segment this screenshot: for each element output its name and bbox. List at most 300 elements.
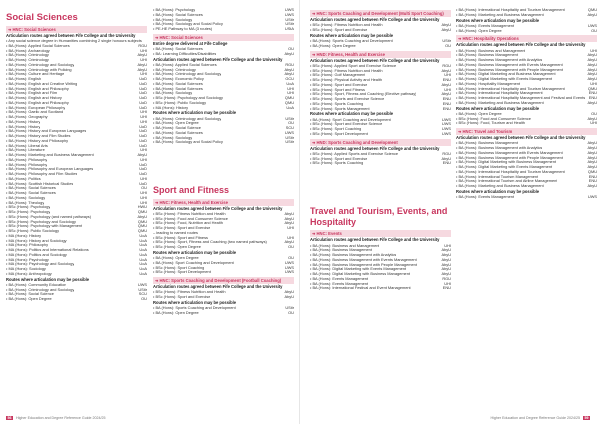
institution-code: AbyU — [587, 165, 597, 170]
institution-code: AbyU — [587, 150, 597, 155]
course-name: • BSc (Hons): Sport, Fitness and Coaching (two named pathways) — [153, 240, 267, 245]
institution-code: UoD — [139, 167, 147, 172]
course-name: • BA (Hons): Sociology and Social Policy — [153, 140, 223, 145]
course-name: • BA (Hons): International Hospitality Management — [456, 91, 543, 96]
institution-code: UoD — [139, 143, 147, 148]
institution-code: UStir — [138, 287, 147, 292]
qualification-header-label: HNC: Social Sciences — [159, 34, 203, 40]
institution-code: UHI — [140, 119, 147, 124]
course-name: • BA (Hons): Archaeology — [6, 48, 50, 53]
subheading: Articulation routes agreed between Fife College and the University — [153, 56, 283, 62]
course-name: • BA (Hons): Open Degree — [153, 310, 199, 315]
course-name: • BA (Hons): Social Science — [6, 292, 54, 297]
course-name: • BA (Hons): Social Sciences — [153, 12, 203, 17]
institution-code: UWS — [284, 265, 294, 270]
institution-code: ENU — [588, 174, 597, 179]
institution-code: AbyU — [137, 153, 147, 158]
course-name: • BA (Hons): Philosophy and European Languages — [6, 167, 94, 172]
right-column-1 — [310, 8, 451, 410]
institution-code: ENU — [442, 161, 451, 166]
subheading: Articulation routes agreed between Fife College and the University — [310, 17, 440, 22]
course-name: • BA (Hons): Social Sciences — [153, 130, 203, 135]
course-name: • BSc (Hons): Food, Nutrition and Health — [153, 221, 223, 226]
institution-code: AbyU — [587, 146, 597, 151]
course-name: • BA (Hons): Business and Management — [310, 243, 380, 248]
course-name: • BA (Hons): Open Degree — [153, 256, 199, 261]
institution-code: AbyU — [441, 272, 451, 277]
qualification-header — [456, 128, 597, 135]
course-name: • BSc (Hons): Sports Coaching — [310, 161, 364, 166]
course-row — [6, 272, 147, 277]
institution-code: UWS — [587, 195, 597, 200]
course-name: • BA (Hons): Criminology — [6, 58, 49, 63]
course-name: • BA (Hons): Politics — [6, 176, 41, 181]
course-name: • BSc (Hons): Sports Coaching — [310, 101, 364, 106]
course-name: • BA (Hons): Social Sciences — [153, 47, 203, 52]
institution-code: AbyU — [441, 92, 451, 97]
institution-code: AbyU — [441, 156, 451, 161]
institution-code: AbyU — [137, 67, 147, 72]
course-name: • BA (Hons): Events Management — [456, 195, 515, 200]
institution-code: AbyU — [587, 116, 597, 121]
left-column-2 — [153, 8, 294, 410]
course-name: • BA (Hons): Marketing and Business Management — [456, 100, 544, 105]
qualification-header-label: HNC: Travel and Tourism — [462, 129, 513, 135]
institution-code: UoA — [139, 233, 147, 238]
institution-code: AbyU — [587, 100, 597, 105]
course-name: • BSc (Hons): Sport and Exercise Science — [310, 122, 383, 127]
course-name: • BSc (Hons): Sport, Fitness and Coaching (Elective pathway) — [310, 92, 417, 97]
course-name: • BA (Hons): Sport Coaching and Development — [153, 260, 234, 265]
institution-code: AbyU — [441, 23, 451, 28]
course-name: • BA (Hons): Sociology — [6, 195, 46, 200]
qualification-header-label: HND: Sports Coaching and Development — [316, 139, 398, 145]
course-name: • BA (Hons): Business Management — [310, 248, 372, 253]
institution-code: OU — [288, 310, 294, 315]
institution-code: AbyU — [137, 214, 147, 219]
institution-code: AbyU — [587, 53, 597, 58]
course-name: • BA (Hons): Digital Marketing and Business Management — [456, 72, 556, 77]
institution-code: AbyU — [441, 82, 451, 87]
course-name: • MA (Hons): History — [6, 233, 42, 238]
institution-code: UoA — [286, 81, 294, 86]
institution-code: AbyU — [284, 240, 294, 245]
institution-code: AbyU — [137, 53, 147, 58]
course-row — [456, 195, 597, 200]
course-name: • BA (Hons): English — [6, 77, 42, 82]
course-name: • BSc (Hons): Sport and Fitness — [153, 235, 208, 240]
institution-code: SCU — [138, 292, 147, 297]
section-title: Social Sciences — [6, 12, 78, 23]
course-row — [153, 270, 294, 275]
institution-code: UWS — [284, 270, 294, 275]
subheading: Routes where articulation may be possible — [456, 17, 540, 23]
institution-code: AbyU — [284, 67, 294, 72]
course-name: • BA (Hons): Criminology and Sociology — [153, 116, 222, 121]
institution-code: UoD — [139, 124, 147, 129]
institution-code: UWS — [441, 117, 451, 122]
course-name: • BA (Hons): History and Film Studies — [6, 134, 71, 139]
course-row — [310, 132, 451, 137]
right-page — [300, 0, 600, 424]
qualification-header — [153, 199, 294, 206]
course-name: • BA (Hons): Events Management — [456, 23, 515, 28]
course-name: • BA (Hons): Open Degree — [456, 28, 502, 33]
course-name: • BSc (Hons): Applied Sport and Exercise Science — [310, 63, 397, 68]
qualification-header-label: HNC: Fitness, Health and Exercise — [159, 199, 228, 205]
institution-code: UWS — [284, 130, 294, 135]
course-name: • MA (Hons): Philosophy — [6, 243, 49, 248]
course-name: • BA (Hons): English and History — [6, 96, 62, 101]
course-name: • BA (Hons): Business Management with Analytics — [456, 58, 543, 63]
course-name: • BA (Hons): Applied Social Sciences — [6, 43, 70, 48]
qualification-header — [456, 35, 597, 42]
course-name: • BSc (Hons): Physical Activity and Health — [310, 78, 383, 83]
course-name: • BA (Hons): Criminology and Sociology — [6, 287, 75, 292]
institution-code: OU — [288, 47, 294, 52]
course-name: • BA (Hons): Open Degree — [153, 121, 199, 126]
institution-code: UoA — [139, 252, 147, 257]
course-row — [153, 52, 294, 57]
course-name: • MA (Hons): Psychology and Sociology — [6, 262, 75, 267]
course-name: • BA (Hons): Business Management with Events Management — [310, 257, 417, 262]
course-name: • BSc (Hons): Sport and Fitness — [310, 87, 365, 92]
institution-code: AbyU — [587, 12, 597, 17]
subheading: Articulation routes agreed between Fife College and the University — [310, 145, 440, 151]
course-name: • BA (Hons): Marketing and Business Management — [456, 184, 544, 189]
institution-code: OU — [288, 121, 294, 126]
course-name: • BA (Hons): Business Management — [456, 53, 518, 58]
course-name: • BA (Hons): Social Science — [153, 126, 201, 131]
institution-code: UWS — [441, 122, 451, 127]
course-name: • BA (Hons): Social Sciences — [6, 191, 56, 196]
institution-code: UHI — [140, 191, 147, 196]
course-name: • BA (Hons): Digital Marketing with Business Management — [456, 160, 556, 165]
institution-code: AbyU — [441, 253, 451, 258]
course-name: • BSc (Hons): Psychology and Sociology — [153, 96, 223, 101]
qualification-header — [153, 34, 294, 41]
course-name: • BA (Hons): Psychology — [153, 8, 196, 12]
course-name: • MA (Hons): Anthropology — [6, 271, 52, 276]
institution-code: OU — [591, 111, 597, 116]
institution-code: QMU — [284, 96, 294, 101]
institution-code: UWS — [441, 131, 451, 136]
institution-code: UoD — [139, 162, 147, 167]
course-name: • BA (Hons): Open Degree — [310, 43, 356, 48]
institution-code: UWS — [137, 282, 147, 287]
course-name: • BA (Hons): Criminology and Sociology — [153, 72, 222, 77]
institution-code: UHI — [287, 91, 294, 96]
institution-code: OU — [141, 186, 147, 191]
subheading: Routes where articulation may be possible — [153, 110, 237, 116]
course-name: • BA (Hons): Sociology — [153, 135, 193, 140]
institution-code: UWS — [284, 8, 294, 12]
course-row — [456, 29, 597, 34]
page-number: 56 — [7, 416, 12, 420]
note-text: • Any social science degree in Humanities combining 2 single honours subjects — [6, 38, 142, 44]
institution-code: UWS — [284, 12, 294, 17]
institution-code: AbyU — [137, 62, 147, 67]
institution-code: AbyU — [441, 248, 451, 253]
qualification-header — [6, 26, 147, 33]
course-name: • BA (Hons): Business Management with Analytics — [310, 253, 397, 258]
course-name: • BSc (Hons): Fitness Nutrition and Health — [153, 211, 226, 216]
course-name: • BA (Hons): Business Management with Events Management — [456, 62, 563, 67]
subheading: Routes where articulation may be possible — [6, 276, 90, 282]
arrow-right-icon: ➜ — [312, 11, 316, 16]
institution-code: UoA — [139, 248, 147, 253]
subheading: Articulation routes agreed between Fife College and the University — [310, 237, 440, 243]
course-name: • BSc (Hons): Golf Management — [310, 73, 366, 78]
course-name: • BA (Hons): Criminology — [153, 67, 196, 72]
institution-code: RGU — [442, 63, 451, 68]
institution-code: UoD — [139, 129, 147, 134]
course-name: • BA (Hons): Social Sciences — [153, 86, 203, 91]
institution-code: UHI — [140, 110, 147, 115]
course-name: • BA (Hons): Literature — [6, 148, 45, 153]
subheading: Articulation routes agreed between Fife College and the University — [153, 284, 283, 290]
arrow-right-icon: ➜ — [155, 34, 159, 40]
institution-code: AbyU — [441, 257, 451, 262]
course-name: • BA (Hons): Culture and Heritage — [6, 72, 65, 77]
institution-code: ENU — [442, 101, 451, 106]
institution-code: QMU — [137, 229, 147, 234]
institution-code: UoD — [139, 77, 147, 82]
arrow-right-icon: ➜ — [8, 27, 12, 32]
institution-code: OU — [288, 245, 294, 250]
institution-code: UHI — [590, 81, 597, 86]
course-name: • BA (Hons): Digital Marketing with Events Management — [456, 165, 553, 170]
course-name: • BA (Hons): Business Management with Analytics — [456, 146, 543, 151]
course-name: • BA (Hons): Philosophy and Film Studies — [6, 172, 78, 177]
institution-code: AbyU — [587, 184, 597, 189]
course-name: • BSc (Hons): Sport and Exercise — [153, 295, 211, 300]
course-name: • BA (Hons): Business Management with People Management — [456, 67, 563, 72]
course-row — [456, 13, 597, 18]
subheading: Routes where articulation may be possible — [456, 188, 540, 194]
institution-code: QMU — [137, 210, 147, 215]
course-name: • BSc (Hons): Sport Development — [310, 131, 368, 136]
institution-code: UoA — [139, 257, 147, 262]
course-row — [310, 44, 451, 49]
institution-code: OU — [141, 297, 147, 302]
course-name: • BA (Hons): International Hospitality and Tourism Management — [456, 169, 565, 174]
institution-code: AbyU — [284, 72, 294, 77]
institution-code: QMU — [284, 100, 294, 105]
qualification-header — [310, 230, 451, 237]
institution-code: AbyU — [587, 141, 597, 146]
qualification-header — [310, 51, 451, 58]
course-name: • PE-HE Pathway to MA (3 routes) — [153, 27, 213, 31]
course-name: • BSc (Hons): Sport and Exercise — [310, 156, 368, 161]
course-name: • BSc (Hons): Psychology — [6, 210, 51, 215]
subheading: Entire degree delivered at Fife College — [153, 40, 228, 46]
course-name: • BA (Hons): Sport Coaching and Development — [310, 117, 391, 122]
institution-code: AbyU — [284, 221, 294, 226]
subheading: Articulation routes agreed between Fife College and the University — [456, 42, 586, 48]
institution-code: AbyU — [284, 290, 294, 295]
institution-code: RGU — [442, 151, 451, 156]
course-name: • BA (Hons): Business Management with People Management — [456, 155, 563, 160]
course-row — [310, 161, 451, 166]
course-name: • BA (Hons): Digital Marketing with Business Management — [310, 272, 410, 277]
institution-code: UoD — [139, 138, 147, 143]
institution-code: UoD — [139, 172, 147, 177]
course-name: • BSc (Hons): Food and Consumer Science — [153, 216, 228, 221]
institution-code: UoA — [139, 267, 147, 272]
institution-code: UHI — [140, 72, 147, 77]
course-name: • BA (Hons): Sociology — [153, 17, 193, 22]
course-name: • BA (Hons): History and European Languages — [6, 129, 87, 134]
course-name: • BA (Hons): Criminology and Sociology — [6, 62, 75, 67]
institution-code: QMU — [587, 86, 597, 91]
course-name: • BA (Hons): Economic Policy — [153, 77, 204, 82]
course-name: • BSc (Hons): Psychology (and named pathways) — [6, 214, 92, 219]
course-name: • BSc (Hons): Sport and Exercise — [153, 226, 211, 231]
subheading: Articulation routes agreed between Fife College and the University — [153, 205, 283, 211]
institution-code: ENU — [442, 97, 451, 102]
institution-code: UStir — [285, 306, 294, 311]
institution-code: AbyU — [587, 58, 597, 63]
qualification-header — [310, 139, 451, 146]
institution-code: UoD — [139, 105, 147, 110]
qualification-header-label: HNC: Social Sciences — [12, 27, 56, 32]
institution-code: UStir — [285, 140, 294, 145]
right-column-2 — [456, 8, 597, 410]
arrow-right-icon: ➜ — [155, 199, 159, 205]
institution-code: UoD — [139, 134, 147, 139]
institution-code: AbyU — [284, 211, 294, 216]
section-title: Sport and Fitness — [153, 185, 230, 196]
footer-text: Higher Education and Degree Reference Guide 2024/25 — [16, 416, 106, 420]
institution-code: AbyU — [441, 28, 451, 33]
qualification-header — [310, 10, 451, 17]
course-name: • BA (Hons): History and Philosophy — [6, 138, 69, 143]
course-name: • BA (Hons): Digital Marketing with Events Management — [310, 267, 407, 272]
institution-code: UWS — [587, 23, 597, 28]
institution-code: QMU — [587, 8, 597, 12]
course-name: • BA (Hons): English and Philosophy — [6, 100, 69, 105]
course-name: • BA (Hons): Sports Coaching and Development — [310, 39, 393, 44]
course-name: • BA (Hons): International Hospitality and Tourism Management — [456, 8, 565, 12]
course-name: • BA (Hons): Gaelic and Scotland — [6, 110, 64, 115]
subheading: Routes where articulation may be possible — [153, 299, 237, 305]
institution-code: UoD — [139, 86, 147, 91]
institution-code: UHI — [590, 48, 597, 53]
course-name: • BSc (Hons): Applied Sports and Exercise Science — [310, 151, 399, 156]
institution-code: UStA — [284, 27, 294, 31]
institution-code: UHI — [140, 200, 147, 205]
institution-code: UHI — [444, 87, 451, 92]
course-row — [153, 27, 294, 32]
institution-code: UoA — [139, 243, 147, 248]
subheading: Routes where articulation may be possible — [310, 111, 394, 117]
institution-code: RGU — [285, 62, 294, 67]
institution-code: ENU — [588, 179, 597, 184]
institution-code: QMU — [137, 219, 147, 224]
course-name: • BA (Hons): Hospitality Management — [456, 81, 521, 86]
institution-code: UHI — [140, 176, 147, 181]
course-row — [310, 286, 451, 291]
course-name: • BA (Hons): Applied Social Sciences — [153, 62, 217, 67]
institution-code: AbyU — [587, 62, 597, 67]
course-name: • MA (Hons): Politics and Sociology — [6, 252, 67, 257]
institution-code: UoD — [139, 100, 147, 105]
institution-code: AbyU — [587, 155, 597, 160]
institution-code: UStir — [285, 17, 294, 22]
institution-code: UHI — [590, 121, 597, 126]
course-name: • BA (Hons): International Festival and Event Management — [310, 286, 411, 291]
course-name: • BA (Hons): Social Sciences — [153, 81, 203, 86]
subheading: Routes where articulation may be possible — [456, 105, 540, 111]
institution-code: UHI — [140, 195, 147, 200]
course-name: • BSc (Hons): Sport and Exercise — [310, 28, 368, 33]
arrow-right-icon: ➜ — [312, 51, 316, 57]
course-name: • BA (Hons): Marketing and Business Management — [6, 153, 94, 158]
right-footer — [490, 416, 590, 420]
institution-code: AbyU — [587, 67, 597, 72]
institution-code: OU — [288, 256, 294, 261]
institution-code: UoD — [139, 81, 147, 86]
institution-code: UoD — [139, 91, 147, 96]
course-row — [456, 101, 597, 106]
section-title: Travel and Tourism, Events, and Hospitality — [310, 206, 448, 227]
course-name: • BA (Hons): International Tourism and Airline Management — [456, 179, 558, 184]
course-name: • BA (Hons): European Philosophy — [6, 105, 66, 110]
subheading: Articulation routes agreed between Fife College and the University — [6, 33, 136, 38]
arrow-right-icon: ➜ — [458, 36, 462, 42]
course-name: • BSc (Hons): Sports Management — [310, 106, 370, 111]
institution-code: SCU — [285, 126, 294, 131]
institution-code: ENU — [442, 106, 451, 111]
course-name: • BSc (Hons): Sports and Exercise Science — [310, 97, 385, 102]
course-name: • BSc (Hons): Psychology with Management — [6, 224, 83, 229]
institution-code: AbyU — [587, 160, 597, 165]
course-name: • BA (Hons): Business Management — [456, 141, 518, 146]
course-name: • BA (Hons): Business Management with People Management — [310, 262, 417, 267]
institution-code: AbyU — [441, 267, 451, 272]
institution-code: UWS — [284, 260, 294, 265]
qualification-header-label: HNC: Sports Coaching and Development (Football Coaching) — [159, 278, 282, 284]
subheading: Articulation routes agreed between Fife College and the University — [310, 57, 440, 63]
course-name: • BA (Hons): International Hospitality Management and Festival and Events — [456, 96, 586, 101]
course-name: • BSc (Hons): Open Degree — [153, 245, 201, 250]
course-name: • BA (Hons): Sociology — [153, 91, 193, 96]
course-name: • BA (Hons): Open Degree — [6, 297, 52, 302]
course-row — [6, 297, 147, 302]
course-name: • BA (Hons): Digital Marketing with Events Management — [456, 77, 553, 82]
course-name: • MA (Hons): Politics and International Relations — [6, 248, 89, 253]
course-name: • BA: Learning Difficulties/Disabilities — [153, 51, 217, 56]
institution-code: UStir — [285, 22, 294, 27]
institution-code: UHI — [140, 157, 147, 162]
course-name: • BA (Hons): Marketing and Business Management — [456, 12, 544, 17]
institution-code: OU — [591, 28, 597, 33]
course-name: • BA (Hons): Scottish Historical Studies — [6, 181, 74, 186]
subheading: Routes where articulation may be possible — [310, 32, 394, 38]
course-name: • BA (Hons): Liberal Arts — [6, 143, 48, 148]
institution-code: UHI — [444, 243, 451, 248]
institution-code: QMU — [587, 169, 597, 174]
course-name: • BA (Hons): Philosophy — [6, 157, 48, 162]
institution-code: AbyU — [284, 295, 294, 300]
course-name: • BSc (Hons): Sport Coaching — [153, 265, 205, 270]
course-name: • BSc (Hons): Psychology — [6, 205, 51, 210]
course-name: • BSc (Hons): Public Sociology — [6, 229, 60, 234]
arrow-right-icon: ➜ — [155, 278, 159, 284]
note-text: – leading to named routes — [153, 229, 198, 235]
course-row — [153, 311, 294, 316]
